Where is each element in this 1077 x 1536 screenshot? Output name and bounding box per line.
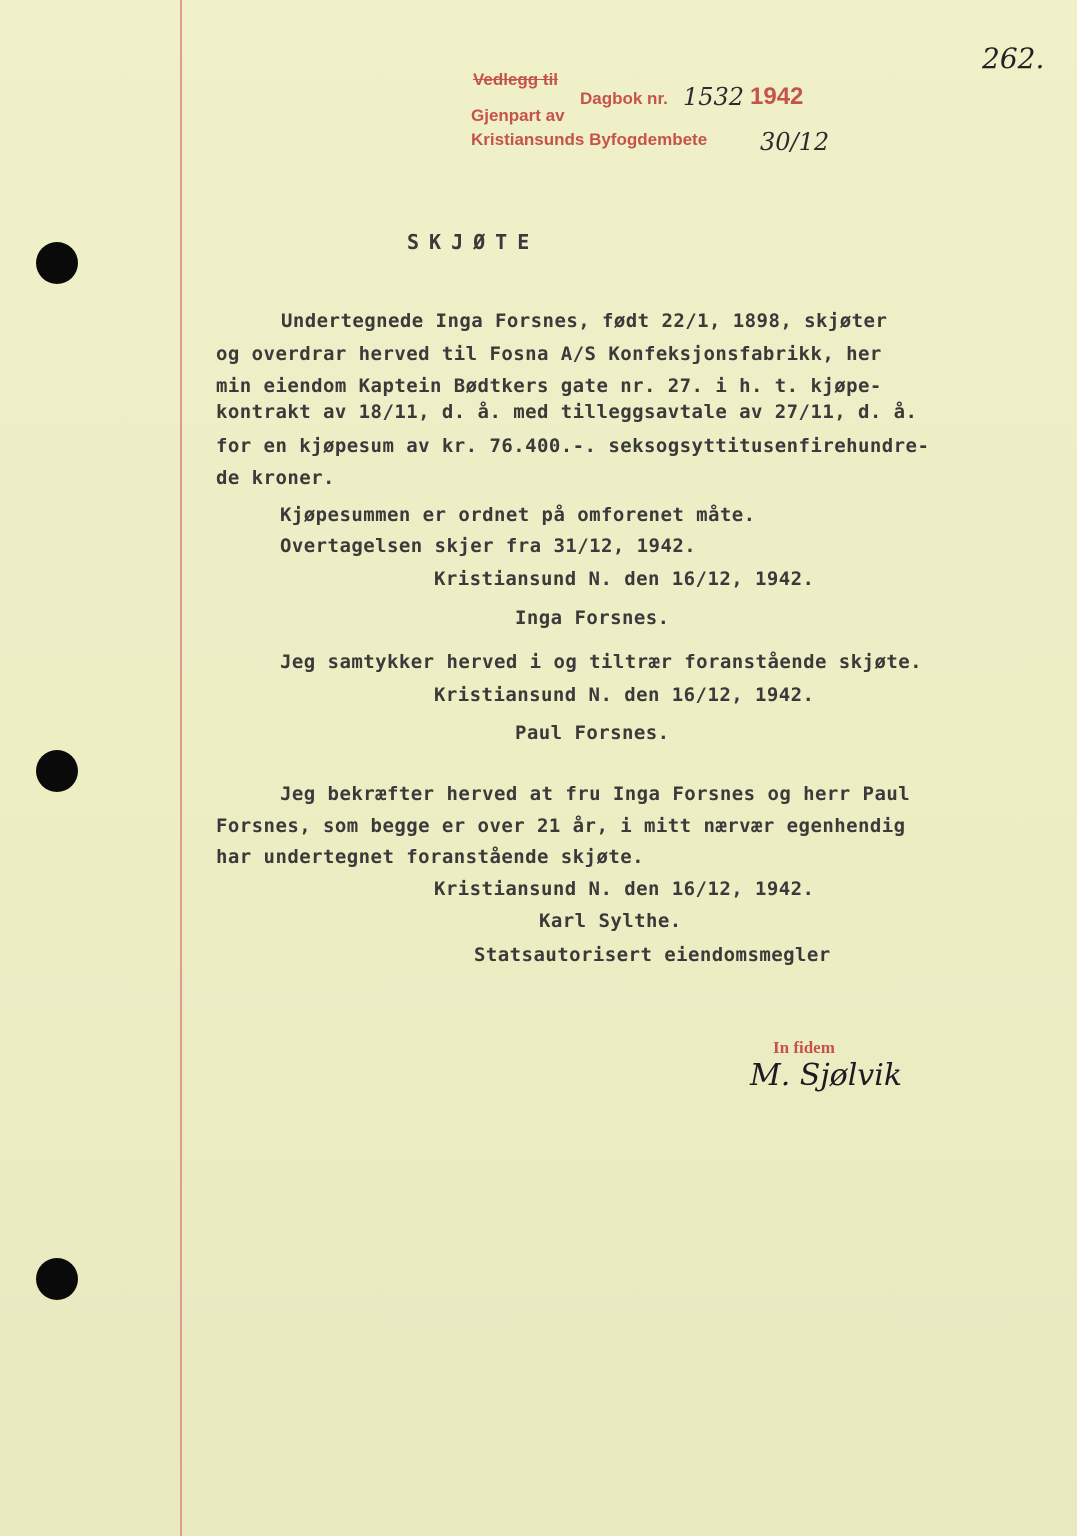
journal-number: 1532	[683, 83, 745, 111]
body-line: min eiendom Kaptein Bødtkers gate nr. 27. i h. t. kjøpe-	[216, 375, 882, 397]
body-line: og overdrar herved til Fosna A/S Konfeksjonsfabrikk, her	[216, 343, 882, 365]
in-fidem-stamp: In fidem	[773, 1038, 835, 1057]
header-stamp-gjenpart: Gjenpart av	[471, 106, 565, 125]
signatory-name: Karl Sylthe.	[539, 910, 682, 932]
header-stamp-dagbok: Dagbok nr.	[580, 89, 668, 108]
body-line: for en kjøpesum av kr. 76.400.-. seksogsyttitusenfirehundre-	[216, 435, 930, 457]
body-line: kontrakt av 18/11, d. å. med tilleggsavtale av 27/11, d. å.	[216, 401, 918, 423]
body-line: Forsnes, som begge er over 21 år, i mitt nærvær egenhendig	[216, 815, 906, 837]
body-line: Undertegnede Inga Forsnes, født 22/1, 1898, skjøter	[281, 310, 888, 332]
body-line: Overtagelsen skjer fra 31/12, 1942.	[280, 535, 697, 557]
body-line: har undertegnet foranstående skjøte.	[216, 846, 645, 868]
punch-hole-icon	[36, 1258, 78, 1300]
page-number: 262.	[982, 42, 1045, 75]
body-line: Kristiansund N. den 16/12, 1942.	[434, 684, 815, 706]
body-line: Kjøpesummen er ordnet på omforenet måte.	[280, 504, 756, 526]
body-line: Kristiansund N. den 16/12, 1942.	[434, 878, 815, 900]
signatory-name: Inga Forsnes.	[515, 607, 670, 629]
header-stamp-office: Kristiansunds Byfogdembete	[471, 130, 708, 149]
punch-hole-icon	[36, 750, 78, 792]
journal-date: 30/12	[760, 128, 830, 156]
document-title: SKJØTE	[407, 230, 540, 254]
handwritten-signature: M. Sjølvik	[750, 1058, 903, 1093]
signatory-title: Statsautorisert eiendomsmegler	[474, 944, 831, 966]
body-line: Jeg bekræfter herved at fru Inga Forsnes og herr Paul	[280, 783, 911, 805]
body-line: Kristiansund N. den 16/12, 1942.	[434, 568, 815, 590]
signatory-name: Paul Forsnes.	[515, 722, 670, 744]
journal-year: 1942	[750, 83, 804, 110]
punch-hole-icon	[36, 242, 78, 284]
header-stamp-vedlegg: Vedlegg til	[473, 70, 559, 89]
body-line: Jeg samtykker herved i og tiltrær foranstående skjøte.	[280, 651, 923, 673]
margin-rule	[180, 0, 182, 1536]
body-line: de kroner.	[216, 467, 335, 489]
